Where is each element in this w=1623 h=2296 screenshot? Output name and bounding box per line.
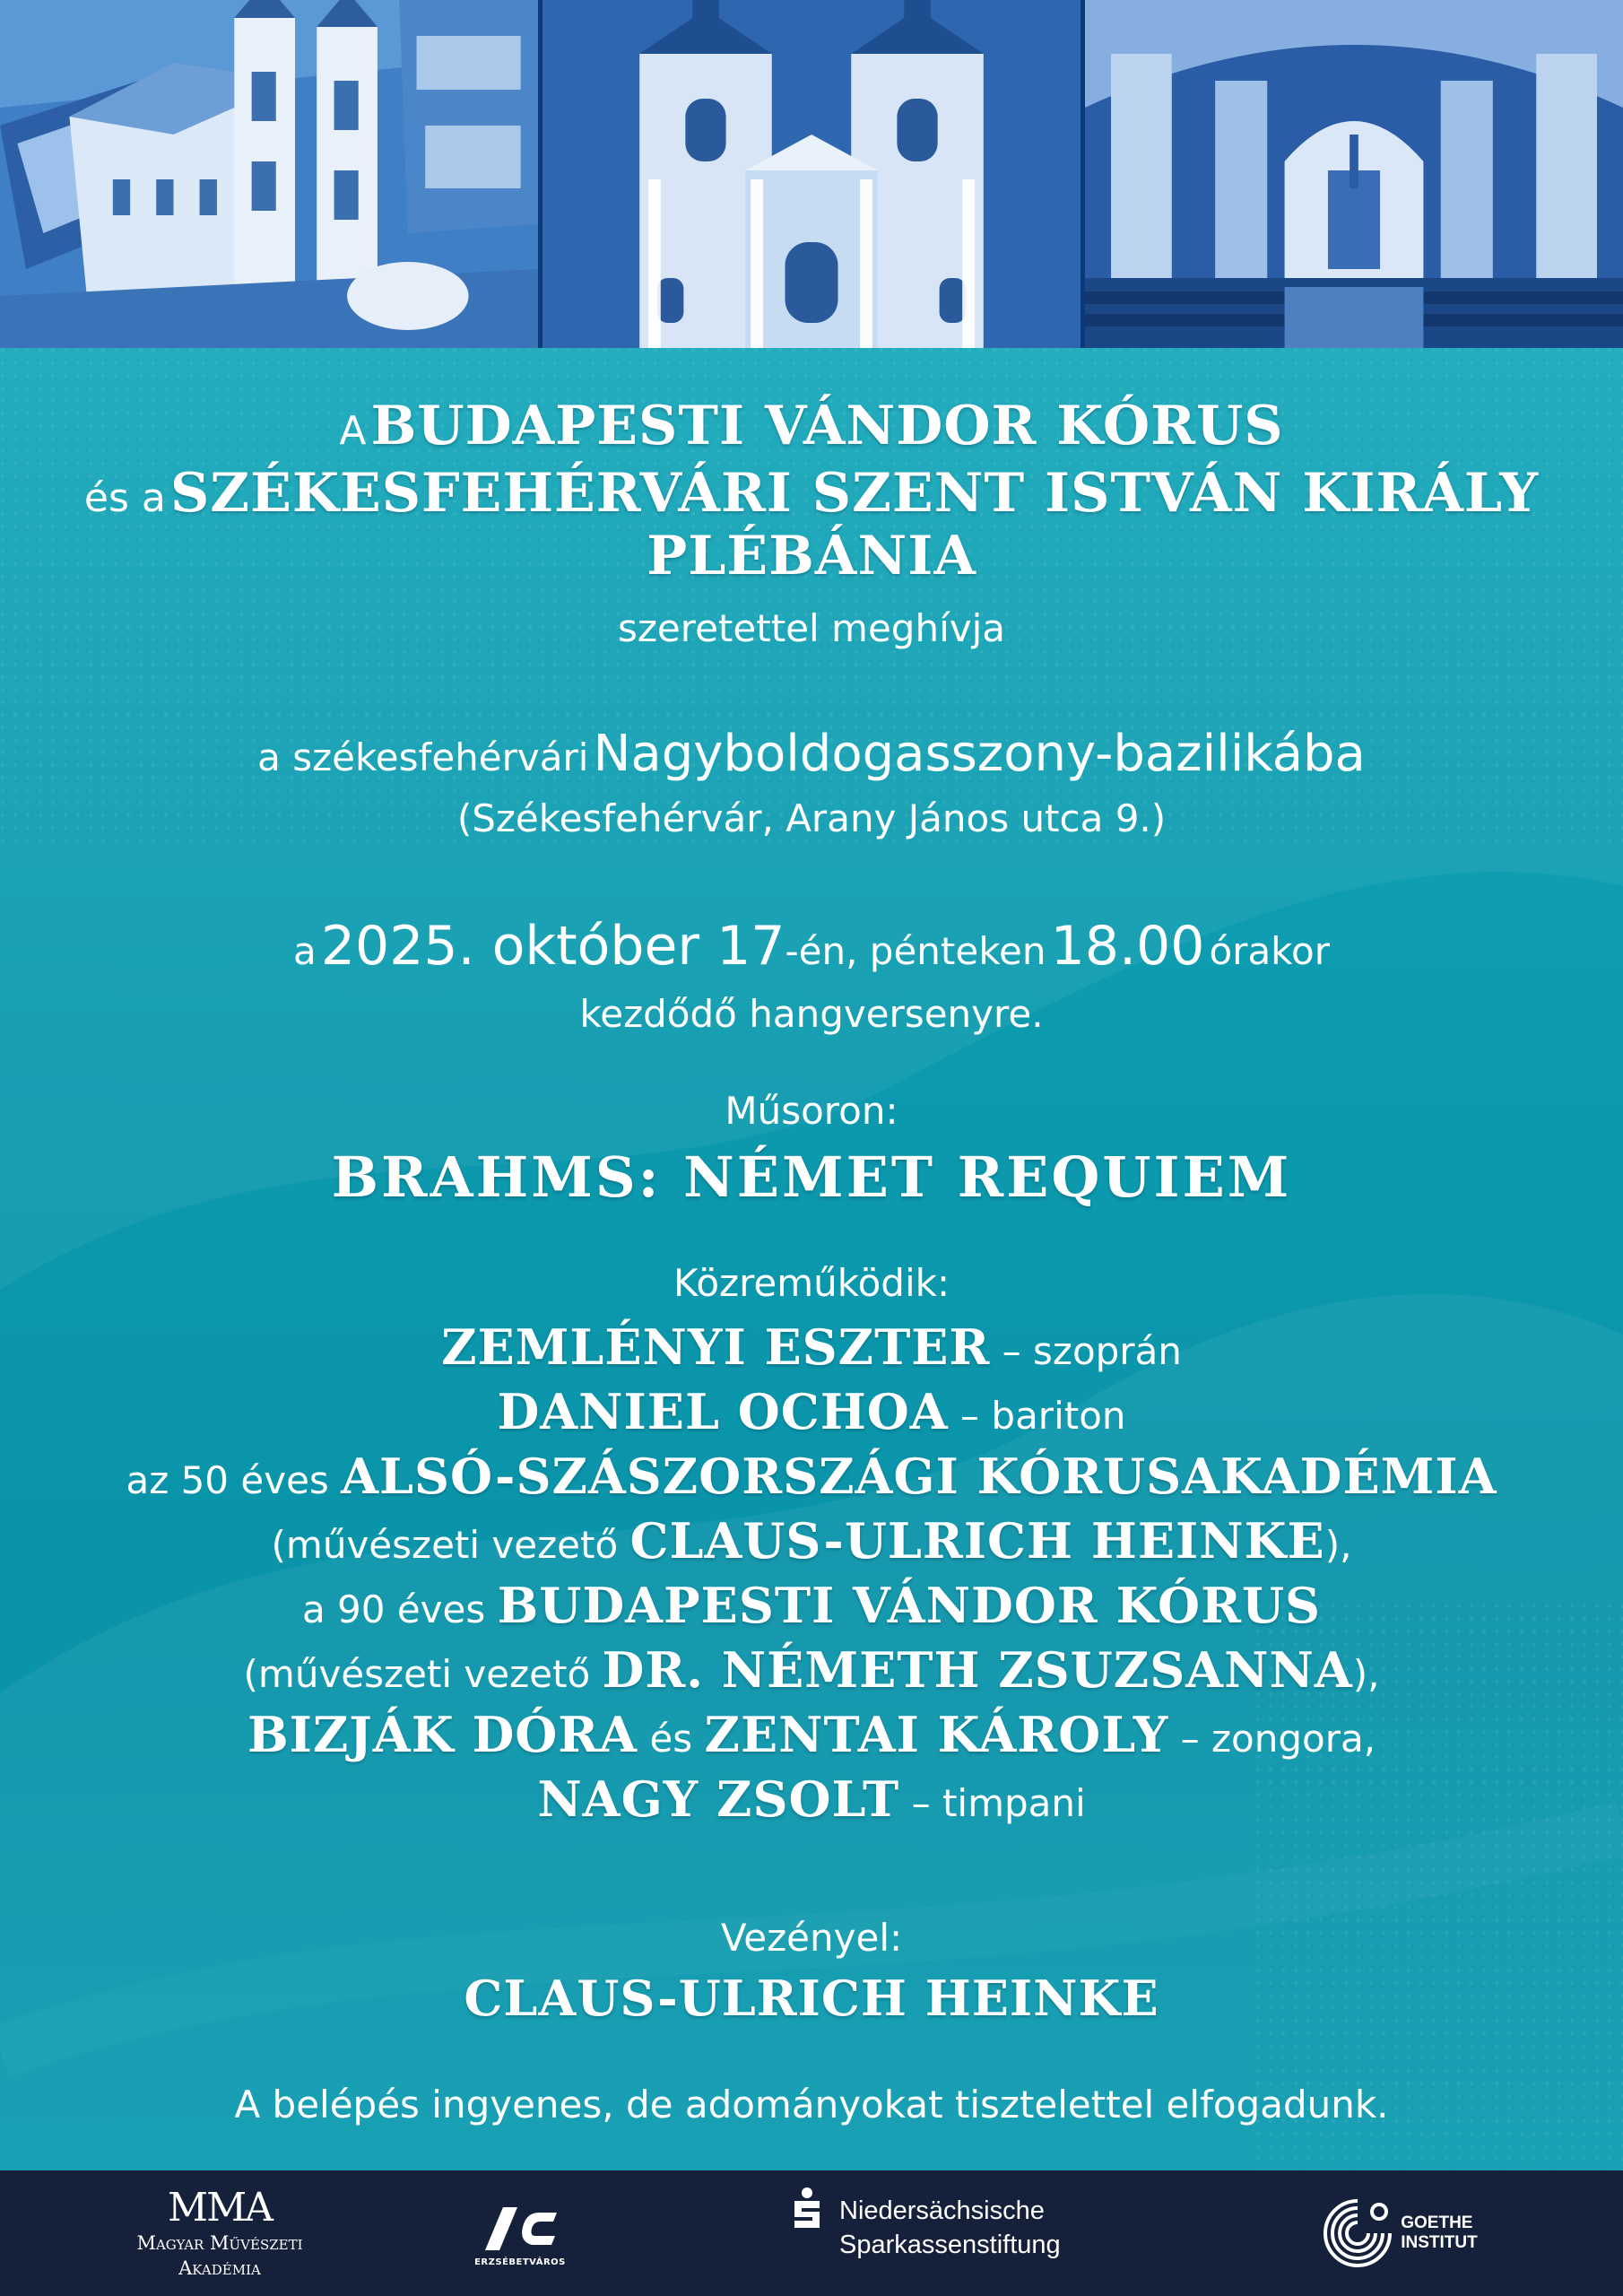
choir1-director-prefix: (művészeti vezető (271, 1523, 630, 1567)
baritone-line (0, 1383, 1623, 1444)
choir1-director-line (0, 1512, 1623, 1573)
erzsebetvaros-mark-icon (480, 2200, 560, 2257)
venue-line (0, 725, 1623, 787)
timpanist-name: NAGY ZSOLT (537, 1770, 900, 1828)
goethe-institut-logo (1291, 2170, 1506, 2296)
pianist-1-name: BIZJÁK DÓRA (247, 1706, 638, 1763)
entry-line (0, 2083, 1623, 2136)
mma-name-line-2: Akadémia (178, 2257, 261, 2279)
event-time: 18.00 (1050, 915, 1205, 978)
soprano-line (0, 1318, 1623, 1379)
mma-name-line-1: Magyar Művészeti (136, 2232, 303, 2254)
sponsor-footer (0, 2170, 1623, 2296)
erzsebetvaros-logo (457, 2170, 583, 2296)
goethe-line-2: INSTITUT (1401, 2233, 1478, 2252)
performers-label: Közreműködik: (673, 1261, 950, 1305)
date-suffix: -én, pénteken (785, 929, 1046, 973)
program-title: BRAHMS: NÉMET REQUIEM (331, 1144, 1292, 1210)
choir2-name: BUDAPESTI VÁNDOR KÓRUS (497, 1577, 1322, 1634)
choir1-director-suffix: ), (1324, 1523, 1352, 1567)
organizer-line-3 (0, 525, 1623, 587)
organizer-name-2-cont: PLÉBÁNIA (647, 525, 976, 587)
goethe-line-1: GOETHE (1401, 2213, 1473, 2232)
pianist-2-name: ZENTAI KÁROLY (704, 1706, 1169, 1763)
invite-line (0, 606, 1623, 653)
conductor-label-line (0, 1916, 1623, 1966)
sparkasse-line-2: Sparkassenstiftung (839, 2231, 1061, 2259)
mma-logo (108, 2170, 332, 2296)
mma-mark: MMA (168, 2185, 272, 2231)
sparkasse-line-1: Niedersächsische (839, 2196, 1045, 2225)
invite-text: szeretettel meghívja (617, 606, 1006, 650)
conductor-name-line (0, 1970, 1623, 2031)
organizer-prefix-2: és a (83, 475, 166, 521)
organizer-name-1: BUDAPESTI VÁNDOR KÓRUS (370, 395, 1284, 457)
invitation-body (0, 348, 1623, 2170)
choir2-director-prefix: (művészeti vezető (243, 1652, 603, 1696)
concert-line (0, 992, 1623, 1042)
venue-name: Nagyboldogasszony-bazilikába (593, 725, 1366, 783)
program-label: Műsoron: (725, 1089, 898, 1133)
time-suffix: órakor (1209, 929, 1330, 973)
soprano-role: – szoprán (990, 1329, 1182, 1373)
choir1-name: ALSÓ-SZÁSZORSZÁGI KÓRUSAKADÉMIA (341, 1448, 1497, 1505)
timpani-line (0, 1770, 1623, 1831)
venue-address: (Székesfehérvár, Arany János utca 9.) (456, 796, 1167, 840)
choir2-prefix: a 90 éves (301, 1587, 498, 1631)
organizer-line-1 (0, 395, 1623, 457)
choir2-director-line (0, 1641, 1623, 1702)
conductor-name: CLAUS-ULRICH HEINKE (464, 1970, 1159, 2027)
timpani-role: – timpani (899, 1781, 1086, 1825)
choir2-director-name: DR. NÉMETH ZSUZSANNA (602, 1641, 1353, 1699)
program-label-line (0, 1089, 1623, 1139)
pianist-and: és (638, 1717, 705, 1761)
entry-text: A belépés ingyenes, de adományokat tisztelettel elfogadunk. (234, 2083, 1389, 2126)
erzsebetvaros-label: ERZSÉBETVÁROS (474, 2257, 566, 2267)
choir1-line (0, 1448, 1623, 1509)
date-prefix: a (293, 929, 317, 973)
photo-strip (0, 0, 1623, 348)
performers-label-line (0, 1261, 1623, 1311)
piano-role: – zongora, (1168, 1717, 1376, 1761)
concert-text: kezdődő hangversenyre. (579, 992, 1044, 1036)
piano-line (0, 1706, 1623, 1767)
venue-address-line (0, 796, 1623, 847)
choir2-director-suffix: ), (1352, 1652, 1380, 1696)
organizer-line-2 (0, 462, 1623, 525)
program-title-line (0, 1144, 1623, 1216)
conductor-label: Vezényel: (720, 1916, 903, 1960)
organizer-prefix-1: A (339, 408, 367, 454)
choir2-line (0, 1577, 1623, 1638)
venue-prefix: a székesfehérvári (257, 735, 589, 779)
organizer-name-2: SZÉKESFEHÉRVÁRI SZENT ISTVÁN KIRÁLY (169, 462, 1540, 525)
baritone-role: – bariton (948, 1394, 1126, 1438)
date-line (0, 915, 1623, 983)
basilica-facade-photo (542, 0, 1081, 348)
sparkasse-s-icon (789, 2187, 825, 2231)
basilica-interior-photo (1085, 0, 1623, 348)
event-date: 2025. október 17 (320, 915, 785, 978)
choir1-director-name: CLAUS-ULRICH HEINKE (629, 1512, 1325, 1570)
goethe-spiral-icon (1320, 2196, 1395, 2271)
cathedral-aerial-photo (0, 0, 538, 348)
sparkasse-logo (789, 2170, 1112, 2296)
soprano-name: ZEMLÉNYI ESZTER (441, 1318, 991, 1376)
choir1-prefix: az 50 éves (126, 1458, 342, 1502)
baritone-name: DANIEL OCHOA (497, 1383, 949, 1440)
